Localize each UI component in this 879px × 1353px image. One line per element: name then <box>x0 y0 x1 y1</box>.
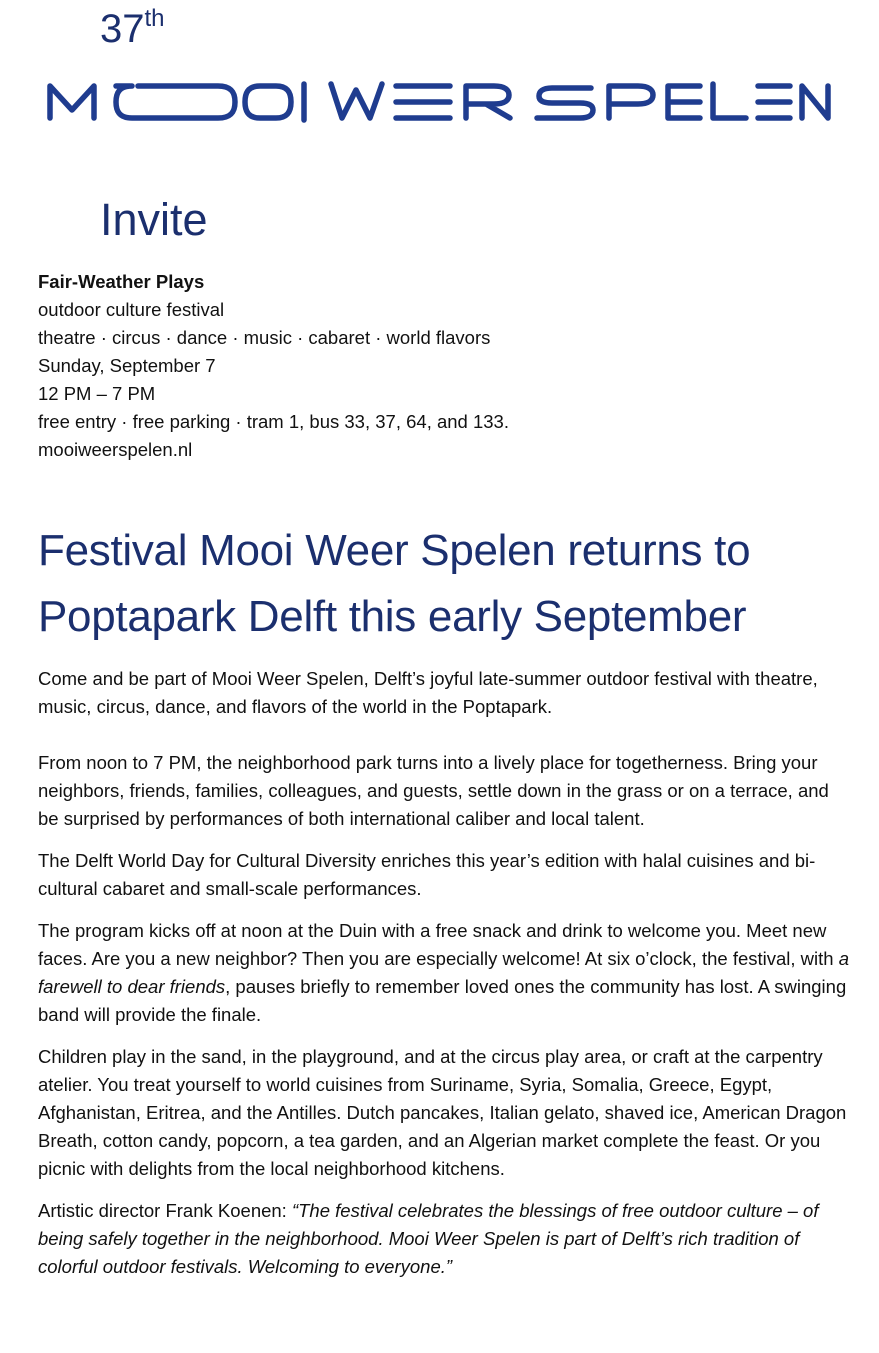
paragraph-world-day: The Delft World Day for Cultural Diversity enriches this year’s edition with halal cuisines and bi-cultural cabaret and small-scale performances. <box>38 850 816 899</box>
paragraph-noon: From noon to 7 PM, the neighborhood park turns into a lively place for togetherness. Bring your neighbors, friends, families, colleagues, and guests, settle down in the grass or on a terrace, and be surprised by performances of both international caliber and local talent. <box>38 752 829 829</box>
invite-label: Invite <box>100 194 208 245</box>
festival-time: 12 PM – 7 PM <box>38 383 156 404</box>
paragraph-program-italic: a farewell to dear friends <box>38 948 850 997</box>
quote-attribution: Artistic director Frank Koenen: <box>38 1200 292 1221</box>
quote-text: “The festival celebrates the blessings of free outdoor culture – of being safely together in the neighborhood. Mooi Weer Spelen is part of Delft’s rich tradition of colorful outdoor festivals. Welcoming to everyone.” <box>38 1200 819 1277</box>
festival-subtitle: outdoor culture festival <box>38 299 225 320</box>
festival-date: Sunday, September 7 <box>38 355 216 376</box>
article-headline: Festival Mooi Weer Spelen returns to Poptapark Delft this early September <box>38 526 751 641</box>
festival-website: mooiweerspelen.nl <box>38 439 193 460</box>
festival-logo <box>46 78 834 124</box>
edition-number-suffix: th <box>144 5 165 32</box>
festival-disciplines: theatre · circus · dance · music · cabaret · world flavors <box>38 327 491 348</box>
festival-name: Fair-Weather Plays <box>38 271 205 292</box>
article-body <box>38 665 850 1295</box>
paragraph-quote <box>38 1197 850 1281</box>
festival-details <box>38 268 858 464</box>
edition-number <box>100 6 165 52</box>
festival-logo-wordmark <box>46 78 834 124</box>
paragraph-program <box>38 917 850 1029</box>
paragraph-program-part1: The program kicks off at noon at the Duin with a free snack and drink to welcome you. Meet new faces. Are you a new neighbor? Then you are especially welcome! At six o’clock, the festival, with <box>38 920 839 969</box>
paragraph-intro: Come and be part of Mooi Weer Spelen, Delft’s joyful late-summer outdoor festival with theatre, music, circus, dance, and flavors of the world in the Poptapark. <box>38 668 818 717</box>
paragraph-program-part2: , pauses briefly to remember loved ones the community has lost. A swinging band will provide the finale. <box>38 976 847 1025</box>
paragraph-children: Children play in the sand, in the playground, and at the circus play area, or craft at the carpentry atelier. You treat yourself to world cuisines from Suriname, Syria, Somalia, Greece, Egypt, Afghanistan, Eritrea, and the Antilles. Dutch pancakes, Italian gelato, shaved ice, American Dragon Breath, cotton candy, popcorn, a tea garden, and an Algerian market complete the feast. Or you picnic with delights from the local neighborhood kitchens. <box>38 1046 847 1179</box>
festival-access: free entry · free parking · tram 1, bus 33, 37, 64, and 133. <box>38 411 509 432</box>
edition-number-value: 37 <box>100 7 145 51</box>
